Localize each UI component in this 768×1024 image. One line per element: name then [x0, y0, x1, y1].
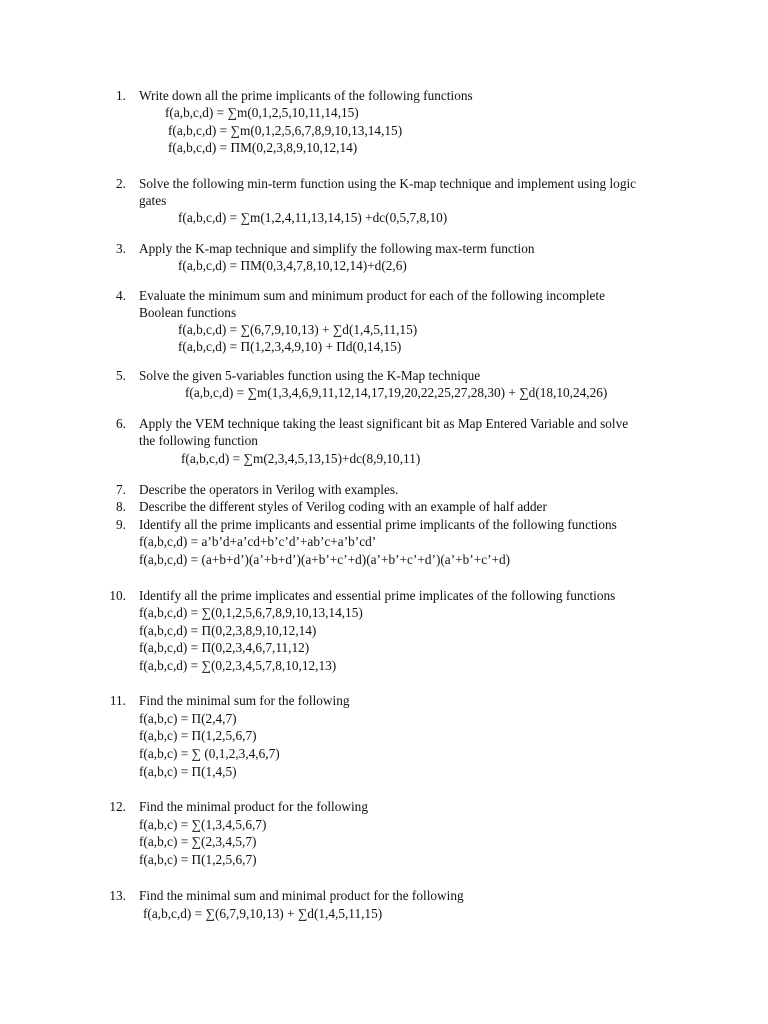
- question-number: 4.: [116, 288, 126, 303]
- question-text: the following function: [139, 433, 258, 448]
- question-text: Identify all the prime implicates and essential prime implicates of the following functions: [139, 588, 616, 603]
- equation: f(a,b,c) = ∑(1,3,4,5,6,7): [139, 817, 267, 832]
- equation: f(a,b,c,d) = ∑m(1,2,4,11,13,14,15) +dc(0,5,7,8,10): [178, 210, 448, 225]
- equation: f(a,b,c,d) = ∑(0,2,3,4,5,7,8,10,12,13): [139, 658, 337, 673]
- question-number: 11.: [109, 693, 126, 708]
- question-text: Find the minimal sum for the following: [139, 693, 350, 708]
- equation: f(a,b,c,d) = ∑m(2,3,4,5,13,15)+dc(8,9,10,11): [181, 451, 421, 466]
- question-number: 8.: [116, 499, 126, 514]
- question-text: Describe the operators in Verilog with examples.: [139, 482, 399, 497]
- question-text: Write down all the prime implicants of the following functions: [139, 88, 473, 103]
- equation: f(a,b,c,d) = Π(1,2,3,4,9,10) + Πd(0,14,15): [178, 339, 402, 354]
- question-number: 10.: [109, 588, 126, 603]
- equation: f(a,b,c,d) = ΠM(0,2,3,8,9,10,12,14): [168, 140, 358, 155]
- equation: f(a,b,c,d) = ∑(6,7,9,10,13) + ∑d(1,4,5,11,15): [143, 906, 383, 921]
- question-text: Find the minimal sum and minimal product for the following: [139, 888, 464, 903]
- question-text: Evaluate the minimum sum and minimum product for each of the following incomplete: [139, 288, 606, 303]
- equation: f(a,b,c,d) = (a+b+d’)(a’+b+d’)(a+b’+c’+d)(a’+b’+c’+d’)(a’+b’+c’+d): [139, 552, 511, 567]
- equation: f(a,b,c,d) = ∑m(0,1,2,5,10,11,14,15): [165, 105, 359, 120]
- question-number: 5.: [116, 368, 126, 383]
- equation: f(a,b,c,d) = ∑m(0,1,2,5,6,7,8,9,10,13,14,15): [168, 123, 403, 138]
- question-number: 1.: [116, 88, 126, 103]
- question-number: 6.: [116, 416, 126, 431]
- question-text: Identify all the prime implicants and essential prime implicants of the following functions: [139, 517, 617, 532]
- equation: f(a,b,c,d) = ∑(6,7,9,10,13) + ∑d(1,4,5,11,15): [178, 322, 418, 337]
- equation: f(a,b,c,d) = Π(0,2,3,8,9,10,12,14): [139, 623, 317, 638]
- equation: f(a,b,c,d) = ΠM(0,3,4,7,8,10,12,14)+d(2,6): [178, 258, 407, 273]
- question-number: 12.: [109, 799, 126, 814]
- equation: f(a,b,c) = ∑ (0,1,2,3,4,6,7): [139, 746, 280, 761]
- equation: f(a,b,c) = Π(1,2,5,6,7): [139, 728, 257, 743]
- question-text: Solve the following min-term function using the K-map technique and implement using logic: [139, 176, 637, 191]
- question-text: Apply the VEM technique taking the least significant bit as Map Entered Variable and solve: [139, 416, 629, 431]
- question-text: Describe the different styles of Verilog coding with an example of half adder: [139, 499, 547, 514]
- question-text: Solve the given 5-variables function using the K-Map technique: [139, 368, 481, 383]
- question-text: Apply the K-map technique and simplify the following max-term function: [139, 241, 535, 256]
- question-text: Find the minimal product for the following: [139, 799, 368, 814]
- equation: f(a,b,c,d) = ∑(0,1,2,5,6,7,8,9,10,13,14,15): [139, 605, 363, 620]
- equation: f(a,b,c,d) = Π(0,2,3,4,6,7,11,12): [139, 640, 310, 655]
- question-number: 7.: [116, 482, 126, 497]
- question-text: gates: [139, 193, 167, 208]
- question-text: Boolean functions: [139, 305, 237, 320]
- equation: f(a,b,c,d) = ∑m(1,3,4,6,9,11,12,14,17,19,20,22,25,27,28,30) + ∑d(18,10,24,26): [185, 385, 608, 400]
- question-number: 13.: [109, 888, 126, 903]
- question-number: 2.: [116, 176, 126, 191]
- question-number: 3.: [116, 241, 126, 256]
- equation: f(a,b,c) = Π(1,4,5): [139, 764, 237, 779]
- question-number: 9.: [116, 517, 126, 532]
- equation: f(a,b,c) = Π(1,2,5,6,7): [139, 852, 257, 867]
- equation: f(a,b,c) = Π(2,4,7): [139, 711, 237, 726]
- equation: f(a,b,c,d) = a’b’d+a’cd+b’c’d’+ab’c+a’b’cd’: [139, 534, 377, 549]
- equation: f(a,b,c) = ∑(2,3,4,5,7): [139, 834, 257, 849]
